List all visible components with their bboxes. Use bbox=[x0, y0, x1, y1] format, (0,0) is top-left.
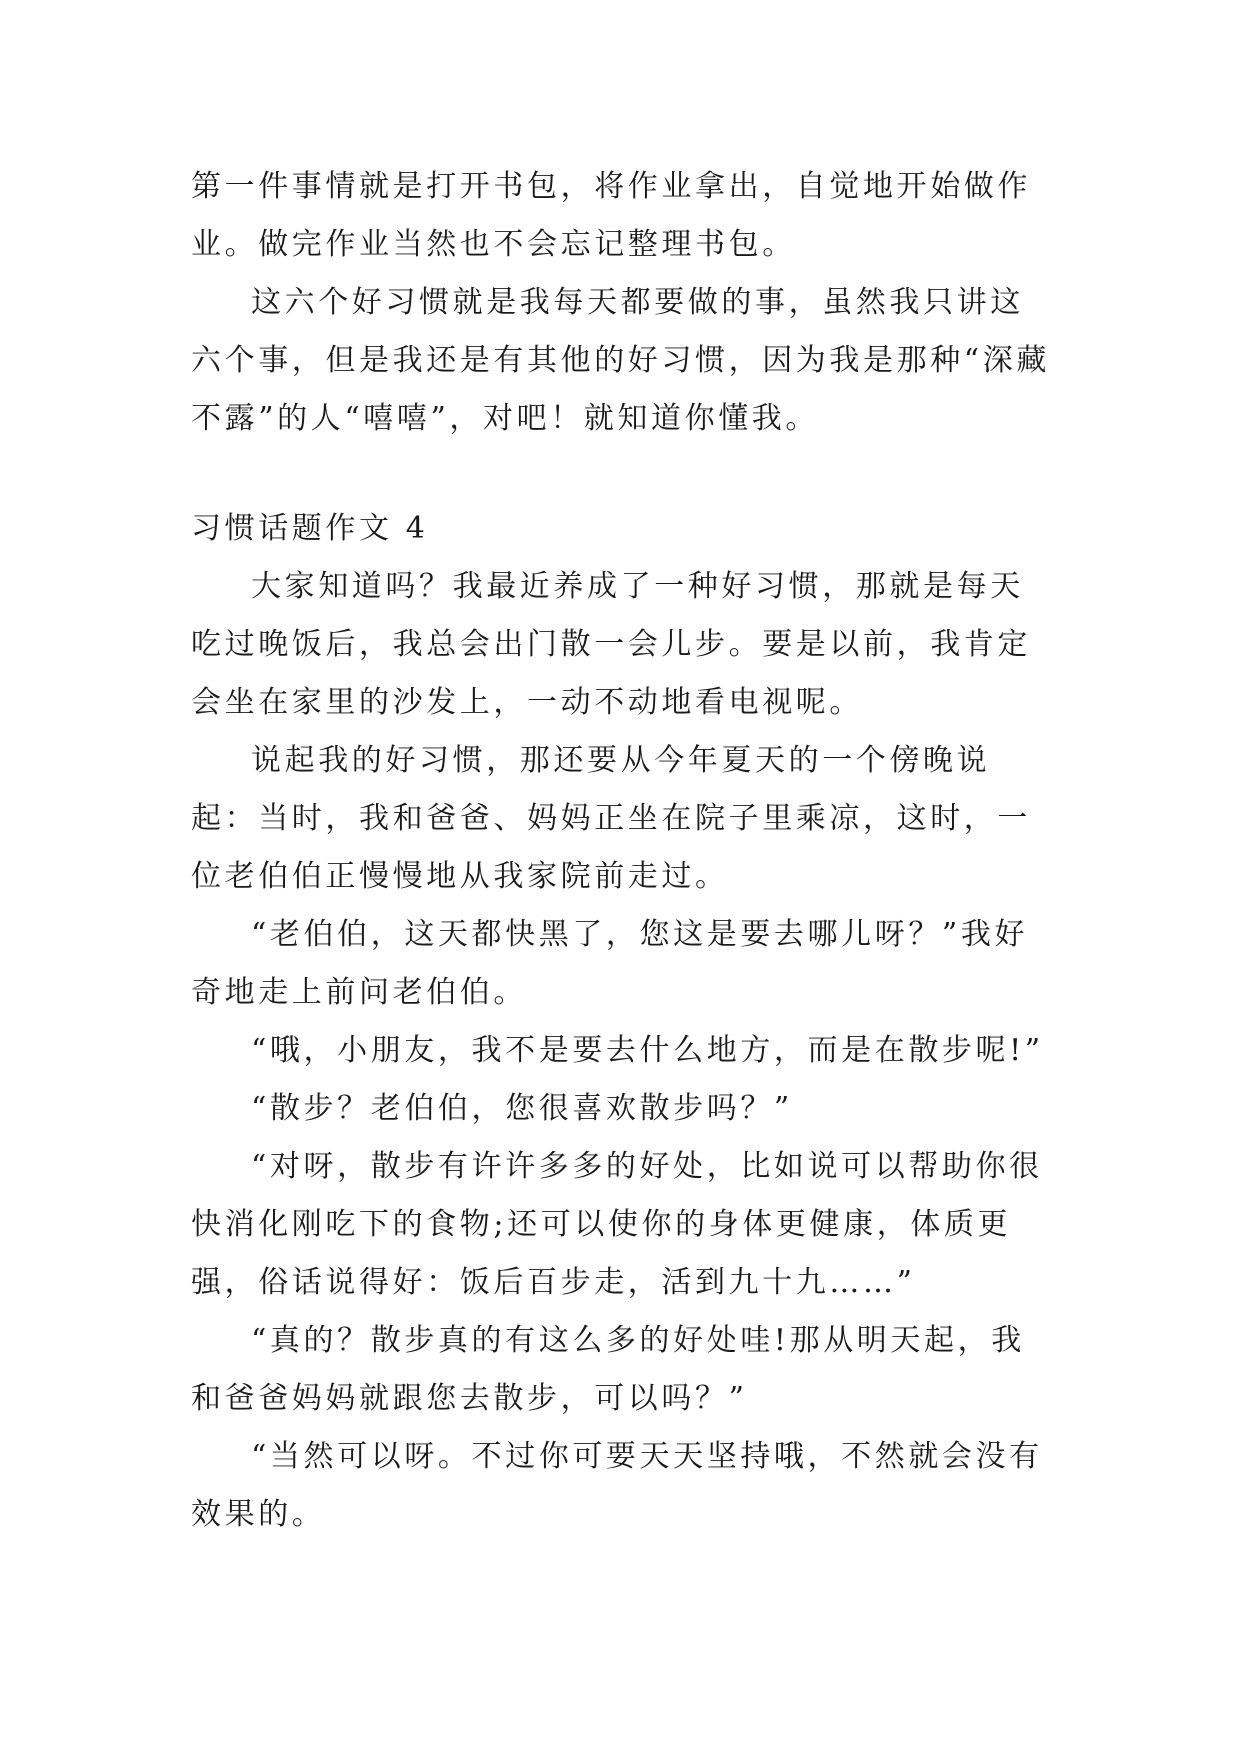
paragraph: “对呀，散步有许许多多的好处，比如说可以帮助你很快消化刚吃下的食物;还可以使你的身体更健康，体质更强，俗话说得好：饭后百步走，活到九十九……” bbox=[191, 1149, 1043, 1300]
paragraph: “老伯伯，这天都快黑了，您这是要去哪儿呀？”我好奇地走上前问老伯伯。 bbox=[191, 917, 1029, 1010]
section-title: 习惯话题作文 4 bbox=[191, 511, 429, 546]
paragraph: “真的？散步真的有这么多的好处哇!那从明天起，我和爸爸妈妈就跟您去散步，可以吗？” bbox=[191, 1323, 1025, 1416]
paragraph: 说起我的好习惯，那还要从今年夏天的一个傍晚说起：当时，我和爸爸、妈妈正坐在院子里乘凉，这时，一位老伯伯正慢慢地从我家院前走过。 bbox=[191, 743, 1031, 894]
paragraph: “散步？老伯伯，您很喜欢散步吗？” bbox=[251, 1091, 793, 1126]
paragraph: “哦，小朋友，我不是要去什么地方，而是在散步呢!” bbox=[251, 1033, 1044, 1068]
document-body bbox=[191, 158, 1051, 1544]
paragraph-continuation: 第一件事情就是打开书包，将作业拿出，自觉地开始做作业。做完作业当然也不会忘记整理书包。 bbox=[191, 169, 1031, 262]
paragraph: 大家知道吗？我最近养成了一种好习惯，那就是每天吃过晚饭后，我总会出门散一会儿步。要是以前，我肯定会坐在家里的沙发上，一动不动地看电视呢。 bbox=[191, 569, 1031, 720]
paragraph: “当然可以呀。不过你可要天天坚持哦，不然就会没有效果的。 bbox=[191, 1439, 1043, 1532]
paragraph: 这六个好习惯就是我每天都要做的事，虽然我只讲这六个事，但是我还是有其他的好习惯，因为我是那种“深藏不露”的人“嘻嘻”，对吧！就知道你懂我。 bbox=[191, 285, 1050, 436]
